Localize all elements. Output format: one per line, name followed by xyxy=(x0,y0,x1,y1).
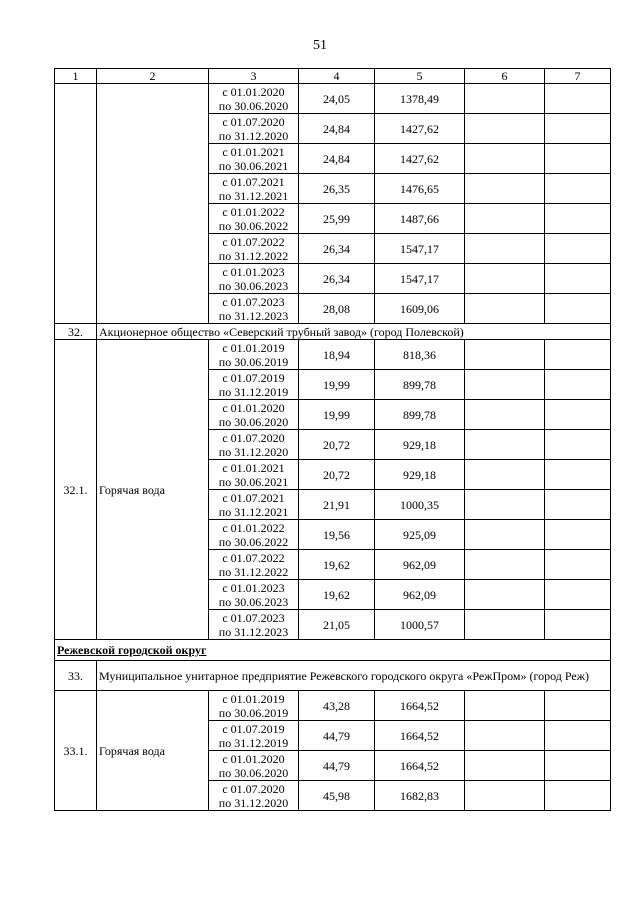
value-col-4: 18,94 xyxy=(299,340,375,370)
column-number-row xyxy=(55,69,611,84)
value-col-4: 20,72 xyxy=(299,460,375,490)
value-col-4: 20,72 xyxy=(299,430,375,460)
value-col-6 xyxy=(465,340,545,370)
tariff-table-body xyxy=(55,69,611,811)
value-col-4: 21,91 xyxy=(299,490,375,520)
value-col-5: 925,09 xyxy=(375,520,465,550)
value-col-6 xyxy=(465,294,545,324)
period-end: по 30.06.2019 xyxy=(218,354,289,369)
period-end: по 31.12.2021 xyxy=(218,504,289,519)
period-end: по 30.06.2020 xyxy=(218,765,289,780)
value-col-6 xyxy=(465,490,545,520)
validity-period xyxy=(209,721,299,751)
organization-name: Муниципальное унитарное предприятие Режевского городского округа «РежПром» (город Реж) xyxy=(97,661,611,691)
period-end: по 31.12.2021 xyxy=(218,188,289,203)
value-col-7 xyxy=(545,400,611,430)
validity-period xyxy=(209,340,299,370)
period-end: по 30.06.2020 xyxy=(218,414,289,429)
value-col-5: 1682,83 xyxy=(375,781,465,811)
value-col-7 xyxy=(545,204,611,234)
period-start: с 01.01.2023 xyxy=(222,580,285,595)
period-start: с 01.07.2020 xyxy=(222,114,285,129)
value-col-7 xyxy=(545,114,611,144)
value-col-6 xyxy=(465,580,545,610)
period-end: по 31.12.2020 xyxy=(218,128,289,143)
validity-period xyxy=(209,294,299,324)
validity-period xyxy=(209,520,299,550)
period-start: с 01.01.2020 xyxy=(222,751,285,766)
table-row xyxy=(55,340,611,370)
column-number: 3 xyxy=(209,69,299,84)
value-col-7 xyxy=(545,610,611,640)
value-col-6 xyxy=(465,400,545,430)
organization-row xyxy=(55,661,611,691)
value-col-6 xyxy=(465,114,545,144)
validity-period xyxy=(209,550,299,580)
value-col-7 xyxy=(545,460,611,490)
period-end: по 31.12.2020 xyxy=(218,444,289,459)
value-col-5: 1487,66 xyxy=(375,204,465,234)
validity-period xyxy=(209,460,299,490)
value-col-7 xyxy=(545,721,611,751)
period-end: по 30.06.2022 xyxy=(218,218,289,233)
period-start: с 01.07.2021 xyxy=(222,174,285,189)
value-col-4: 19,62 xyxy=(299,550,375,580)
value-col-6 xyxy=(465,751,545,781)
value-col-7 xyxy=(545,751,611,781)
period-start: с 01.01.2019 xyxy=(222,340,285,355)
value-col-4: 45,98 xyxy=(299,781,375,811)
period-start: с 01.07.2021 xyxy=(222,490,285,505)
period-end: по 30.06.2023 xyxy=(218,594,289,609)
column-number: 5 xyxy=(375,69,465,84)
value-col-5: 1378,49 xyxy=(375,84,465,114)
value-col-7 xyxy=(545,691,611,721)
value-col-5: 929,18 xyxy=(375,460,465,490)
value-col-4: 24,84 xyxy=(299,144,375,174)
district-name: Режевской городской округ xyxy=(55,640,611,661)
period-end: по 31.12.2022 xyxy=(218,248,289,263)
column-number: 2 xyxy=(97,69,209,84)
organization-number: 32. xyxy=(55,324,97,340)
value-col-4: 26,35 xyxy=(299,174,375,204)
service-name: Горячая вода xyxy=(97,691,209,811)
period-start: с 01.07.2020 xyxy=(222,430,285,445)
table-row xyxy=(55,84,611,114)
value-col-6 xyxy=(465,264,545,294)
period-start: с 01.07.2022 xyxy=(222,550,285,565)
period-end: по 30.06.2022 xyxy=(218,534,289,549)
period-start: с 01.01.2022 xyxy=(222,204,285,219)
value-col-5: 1547,17 xyxy=(375,264,465,294)
value-col-5: 1427,62 xyxy=(375,144,465,174)
value-col-7 xyxy=(545,520,611,550)
validity-period xyxy=(209,490,299,520)
value-col-5: 929,18 xyxy=(375,430,465,460)
value-col-5: 1664,52 xyxy=(375,751,465,781)
value-col-5: 1000,35 xyxy=(375,490,465,520)
value-col-7 xyxy=(545,340,611,370)
period-start: с 01.01.2021 xyxy=(222,460,285,475)
value-col-6 xyxy=(465,144,545,174)
value-col-6 xyxy=(465,721,545,751)
item-number: 33.1. xyxy=(55,691,97,811)
value-col-4: 26,34 xyxy=(299,234,375,264)
value-col-6 xyxy=(465,550,545,580)
value-col-6 xyxy=(465,430,545,460)
column-number: 4 xyxy=(299,69,375,84)
value-col-5: 1609,06 xyxy=(375,294,465,324)
value-col-5: 1427,62 xyxy=(375,114,465,144)
value-col-7 xyxy=(545,264,611,294)
value-col-5: 899,78 xyxy=(375,400,465,430)
validity-period xyxy=(209,370,299,400)
validity-period xyxy=(209,264,299,294)
value-col-6 xyxy=(465,610,545,640)
value-col-4: 24,84 xyxy=(299,114,375,144)
value-col-7 xyxy=(545,781,611,811)
period-start: с 01.07.2020 xyxy=(222,781,285,796)
column-number: 6 xyxy=(465,69,545,84)
period-end: по 30.06.2021 xyxy=(218,474,289,489)
period-start: с 01.01.2022 xyxy=(222,520,285,535)
value-col-5: 1000,57 xyxy=(375,610,465,640)
value-col-6 xyxy=(465,204,545,234)
period-end: по 31.12.2022 xyxy=(218,564,289,579)
validity-period xyxy=(209,691,299,721)
district-row xyxy=(55,640,611,661)
period-start: с 01.01.2023 xyxy=(222,264,285,279)
value-col-5: 818,36 xyxy=(375,340,465,370)
value-col-4: 19,56 xyxy=(299,520,375,550)
organization-name: Акционерное общество «Северский трубный завод» (город Полевской) xyxy=(97,324,611,340)
period-end: по 31.12.2020 xyxy=(218,795,289,810)
validity-period xyxy=(209,84,299,114)
service-name xyxy=(97,84,209,324)
value-col-5: 1476,65 xyxy=(375,174,465,204)
value-col-6 xyxy=(465,520,545,550)
value-col-5: 1547,17 xyxy=(375,234,465,264)
value-col-7 xyxy=(545,580,611,610)
period-start: с 01.01.2021 xyxy=(222,144,285,159)
value-col-7 xyxy=(545,550,611,580)
period-end: по 31.12.2023 xyxy=(218,308,289,323)
value-col-7 xyxy=(545,294,611,324)
tariff-table xyxy=(54,68,611,811)
period-end: по 30.06.2021 xyxy=(218,158,289,173)
item-number xyxy=(55,84,97,324)
validity-period xyxy=(209,781,299,811)
value-col-4: 25,99 xyxy=(299,204,375,234)
period-end: по 30.06.2020 xyxy=(218,98,289,113)
value-col-4: 44,79 xyxy=(299,721,375,751)
column-number: 7 xyxy=(545,69,611,84)
period-start: с 01.01.2019 xyxy=(222,691,285,706)
period-end: по 30.06.2023 xyxy=(218,278,289,293)
validity-period xyxy=(209,580,299,610)
value-col-4: 44,79 xyxy=(299,751,375,781)
value-col-7 xyxy=(545,84,611,114)
period-start: с 01.07.2023 xyxy=(222,294,285,309)
value-col-5: 1664,52 xyxy=(375,721,465,751)
validity-period xyxy=(209,114,299,144)
value-col-7 xyxy=(545,144,611,174)
validity-period xyxy=(209,204,299,234)
value-col-4: 26,34 xyxy=(299,264,375,294)
value-col-6 xyxy=(465,370,545,400)
value-col-4: 24,05 xyxy=(299,84,375,114)
service-name: Горячая вода xyxy=(97,340,209,640)
value-col-4: 28,08 xyxy=(299,294,375,324)
value-col-4: 19,62 xyxy=(299,580,375,610)
validity-period xyxy=(209,751,299,781)
period-end: по 31.12.2023 xyxy=(218,624,289,639)
organization-row xyxy=(55,324,611,340)
value-col-6 xyxy=(465,691,545,721)
period-start: с 01.07.2019 xyxy=(222,721,285,736)
value-col-7 xyxy=(545,174,611,204)
period-start: с 01.07.2022 xyxy=(222,234,285,249)
period-start: с 01.01.2020 xyxy=(222,400,285,415)
value-col-5: 962,09 xyxy=(375,580,465,610)
value-col-7 xyxy=(545,430,611,460)
validity-period xyxy=(209,400,299,430)
value-col-6 xyxy=(465,781,545,811)
value-col-4: 43,28 xyxy=(299,691,375,721)
table-row xyxy=(55,691,611,721)
value-col-4: 19,99 xyxy=(299,400,375,430)
value-col-6 xyxy=(465,234,545,264)
item-number: 32.1. xyxy=(55,340,97,640)
value-col-4: 19,99 xyxy=(299,370,375,400)
period-start: с 01.07.2019 xyxy=(222,370,285,385)
value-col-5: 1664,52 xyxy=(375,691,465,721)
period-end: по 30.06.2019 xyxy=(218,705,289,720)
value-col-6 xyxy=(465,84,545,114)
organization-number: 33. xyxy=(55,661,97,691)
period-start: с 01.01.2020 xyxy=(222,84,285,99)
value-col-7 xyxy=(545,234,611,264)
period-end: по 31.12.2019 xyxy=(218,735,289,750)
validity-period xyxy=(209,144,299,174)
validity-period xyxy=(209,430,299,460)
period-start: с 01.07.2023 xyxy=(222,610,285,625)
validity-period xyxy=(209,610,299,640)
value-col-6 xyxy=(465,174,545,204)
value-col-5: 962,09 xyxy=(375,550,465,580)
page-number: 51 xyxy=(313,38,327,53)
validity-period xyxy=(209,174,299,204)
value-col-7 xyxy=(545,370,611,400)
period-end: по 31.12.2019 xyxy=(218,384,289,399)
value-col-6 xyxy=(465,460,545,490)
validity-period xyxy=(209,234,299,264)
column-number: 1 xyxy=(55,69,97,84)
value-col-7 xyxy=(545,490,611,520)
value-col-5: 899,78 xyxy=(375,370,465,400)
value-col-4: 21,05 xyxy=(299,610,375,640)
